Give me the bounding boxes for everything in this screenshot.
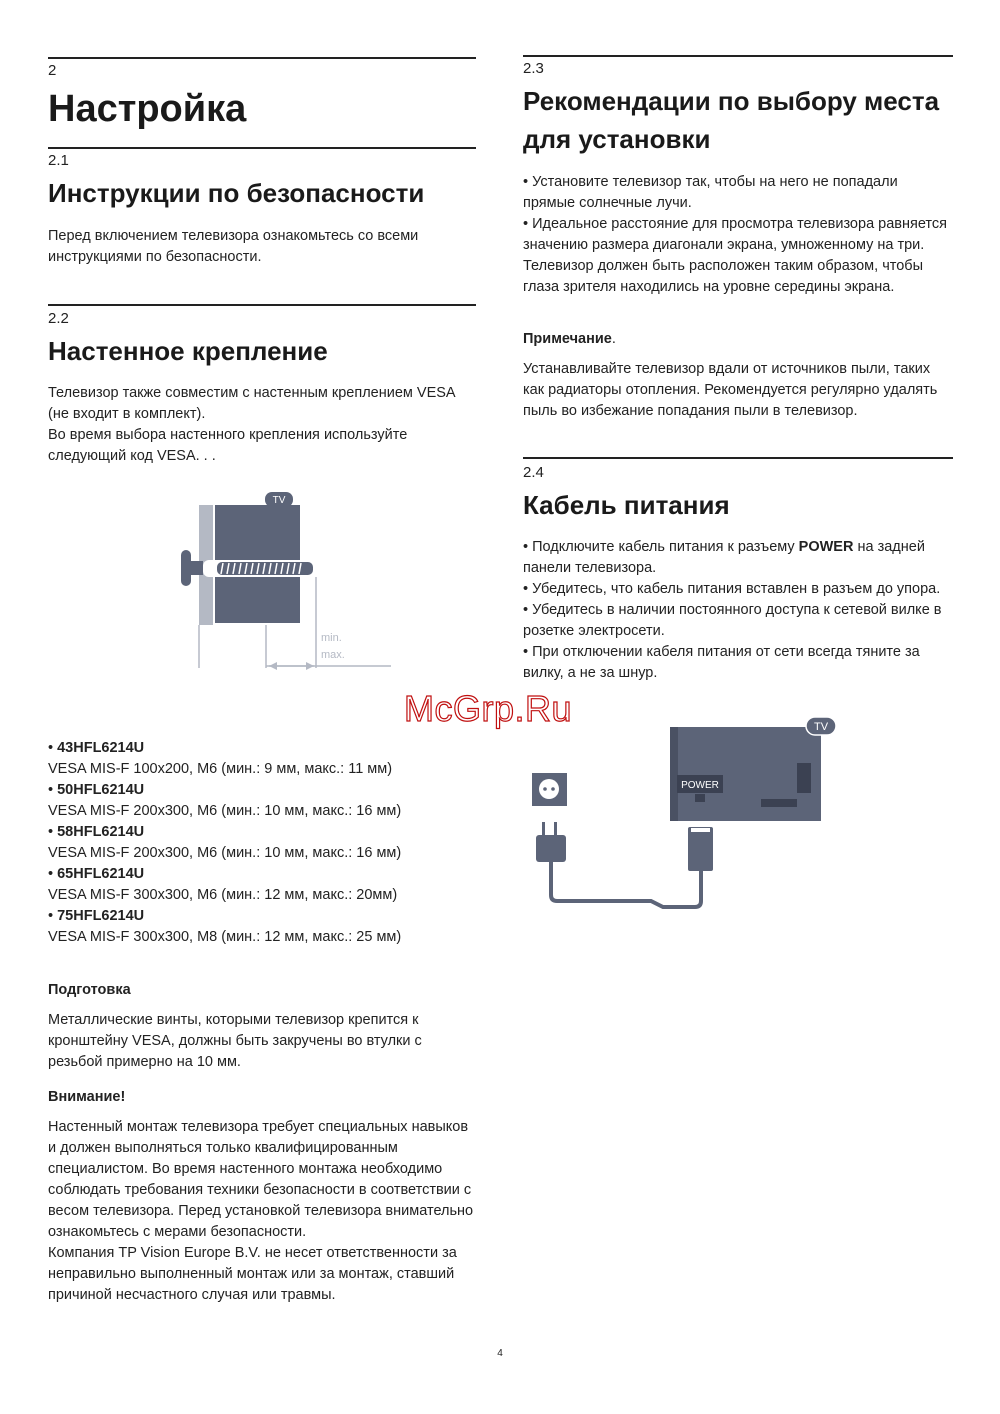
model-list [48,738,476,948]
tv-plug-contacts [691,828,710,832]
tv-edge [670,727,678,821]
list-item: • Убедитесь в наличии постоянного доступа к сетевой вилке в розетке электросети. [523,602,942,639]
divider [48,57,476,59]
paragraph [48,1117,476,1306]
list-item: • 58HFL6214U [48,824,145,840]
list-item: • Подключите кабель питания к разъему POWER на задней панели телевизора. [523,539,925,576]
chapter-number: 2 [48,62,57,79]
bullet-list [523,537,953,684]
list-item: • При отключении кабеля питания от сети всегда тяните за вилку, а не за шнур. [523,644,920,681]
section-number: 2.2 [48,310,69,327]
model-name: 50HFL6214U [57,782,145,798]
arrow-left-icon [269,662,277,670]
subheading: Внимание! [48,1089,126,1105]
paragraph: Устанавливайте телевизор вдали от источников пыли, таких как радиаторы отопления. Рекомендуется регулярно удалять пыль во избежание попадания пыли в телевизор. [523,361,938,419]
subheading: Примечание [523,331,612,347]
vesa-mount-diagram [173,485,398,675]
watermark: McGrp.Ru [404,688,573,729]
list-item: • Установите телевизор так, чтобы на него не попадали прямые солнечные лучи. [523,174,898,211]
divider [48,147,476,149]
model-spec: VESA MIS-F 200x300, M6 (мин.: 10 мм, макс.: 16 мм) [48,803,402,819]
power-cable-diagram [523,715,863,915]
arrow-right-icon [306,662,314,670]
note-heading: Примечание. [523,331,616,347]
power-keyword: POWER [798,539,854,555]
paragraph-block: Компания TP Vision Europe B.V. не несет ответственности за неправильно выполненный монтаж или за монтаж, ставший причиной несчастного случая или травмы. [48,1245,457,1303]
section-title: Кабель питания [523,490,730,520]
list-item: • Убедитесь, что кабель питания вставлен в разъем до упора. [523,581,941,597]
tv-badge-label: TV [272,495,286,506]
screw-head-icon [181,550,191,586]
tv-badge-label: TV [813,721,829,733]
subheading: Подготовка [48,982,131,998]
screw-neck [191,561,203,575]
tv-port [797,763,811,793]
section-number: 2.3 [523,60,544,77]
section-number: 2.1 [48,152,69,169]
tv-plug-icon [688,827,713,871]
paragraph: Перед включением телевизора ознакомьтесь со всеми инструкциями по безопасности. [48,228,419,265]
divider [48,304,476,306]
power-socket-icon [695,794,705,802]
section-title: Инструкции по безопасности [48,178,425,208]
outlet-pin [543,787,547,791]
model-name: 65HFL6214U [57,866,145,882]
tv-port [761,799,797,807]
paragraph: Металлические винты, которыми телевизор крепится к кронштейну VESA, должны быть закручены во втулки с резьбой примерно на 10 мм. [48,1012,422,1070]
plug-pin [542,822,545,836]
model-spec: VESA MIS-F 200x300, M6 (мин.: 10 мм, макс.: 16 мм) [48,845,402,861]
paragraph [48,383,476,467]
model-spec: VESA MIS-F 300x300, M6 (мин.: 12 мм, макс.: 20мм) [48,887,398,903]
divider [523,55,953,57]
model-name: 43HFL6214U [57,740,145,756]
plug-pin [554,822,557,836]
min-label: min. [321,632,342,644]
list-item: • 65HFL6214U [48,866,145,882]
bullet-list [523,172,953,298]
outlet-pin [551,787,555,791]
section-title: Настенное крепление [48,336,328,366]
wall-plug-icon [536,835,566,862]
list-item: • 75HFL6214U [48,908,145,924]
section-number: 2.4 [523,464,544,481]
max-label: max. [321,649,345,661]
section-title: Рекомендации по выбору места для установки [523,86,940,154]
model-spec: VESA MIS-F 300x300, M8 (мин.: 12 мм, макс.: 25 мм) [48,929,402,945]
paragraph-line: Во время выбора настенного крепления используйте следующий код VESA. . . [48,427,408,464]
page-number: 4 [497,1348,503,1359]
list-item: • Идеальное расстояние для просмотра телевизора равняется значению размера диагонали экрана, умноженному на три. Телевизор должен быть расположен таким образом, чтобы глаза зрителя находились на уровне середины экрана. [523,216,948,295]
model-name: 58HFL6214U [57,824,145,840]
outlet-face [539,779,559,799]
divider [523,457,953,459]
model-name: 75HFL6214U [57,908,145,924]
list-item: • 50HFL6214U [48,782,145,798]
list-item: • 43HFL6214U [48,740,145,756]
power-port-label: POWER [681,780,719,791]
chapter-title: Настройка [48,88,247,130]
model-spec: VESA MIS-F 100x200, M6 (мин.: 9 мм, макс.: 11 мм) [48,761,393,777]
paragraph-line: Телевизор также совместим с настенным креплением VESA (не входит в комплект). [48,385,455,422]
power-cable [551,862,701,907]
paragraph-block: Настенный монтаж телевизора требует специальных навыков и должен выполняться только квалифицированным специалистом. Во время настенного монтажа необходимо соблюдать требования техники безопасности в соответствии с весом телевизора. Перед установкой телевизора внимательно ознакомьтесь с мерами безопасности. [48,1119,474,1240]
